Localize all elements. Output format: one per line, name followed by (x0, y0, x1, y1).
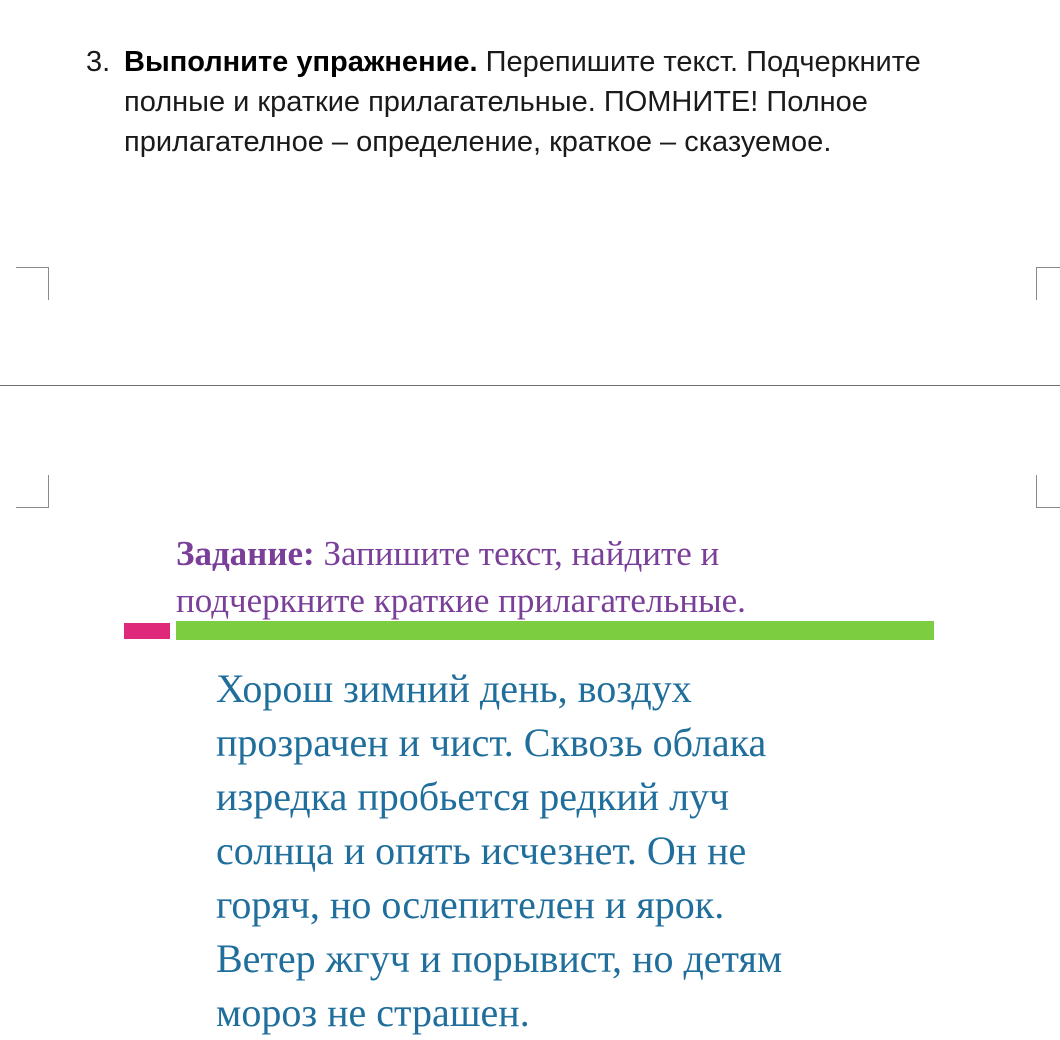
page-corner-mark-top-right (1036, 267, 1060, 300)
exercise-number: 3. (86, 46, 111, 78)
page-corner-mark-bottom-left (16, 475, 49, 508)
accent-bar-pink (124, 623, 170, 639)
task-text-line-2: подчеркните краткие прилагательные. (176, 581, 746, 620)
slide-text-line: прозрачен и чист. Сквозь облака (216, 720, 767, 765)
exercise-body (124, 42, 986, 162)
task-heading (176, 530, 936, 624)
task-text-line-1: Запишите текст, найдите и (314, 534, 720, 573)
exercise-text-line-2: полные и краткие прилагательные. ПОМНИТЕ! Полное (124, 86, 868, 118)
exercise-title: Выполните упражнение. (124, 46, 478, 78)
page-corner-mark-bottom-right (1036, 475, 1060, 508)
accent-bar-green (176, 621, 934, 640)
slide-text-block (216, 662, 956, 1040)
slide-text-line: мороз не страшен. (216, 990, 530, 1035)
exercise-text-line-1: Перепишите текст. Подчеркните (477, 46, 921, 78)
exercise-instruction (86, 42, 986, 162)
page-corner-mark-top-left (16, 267, 49, 300)
slide-text-line: горяч, но ослепителен и ярок. (216, 882, 725, 927)
slide-text-line: Хорош зимний день, воздух (216, 666, 692, 711)
page-break-line (0, 385, 1060, 386)
slide-text-line: Ветер жгуч и порывист, но детям (216, 936, 783, 981)
slide-text-line: солнца и опять исчезнет. Он не (216, 828, 747, 873)
task-label: Задание: (176, 534, 315, 573)
exercise-text-line-3: прилагателное – определение, краткое – сказуемое. (124, 126, 832, 158)
slide-text-line: изредка пробьется редкий луч (216, 774, 730, 819)
